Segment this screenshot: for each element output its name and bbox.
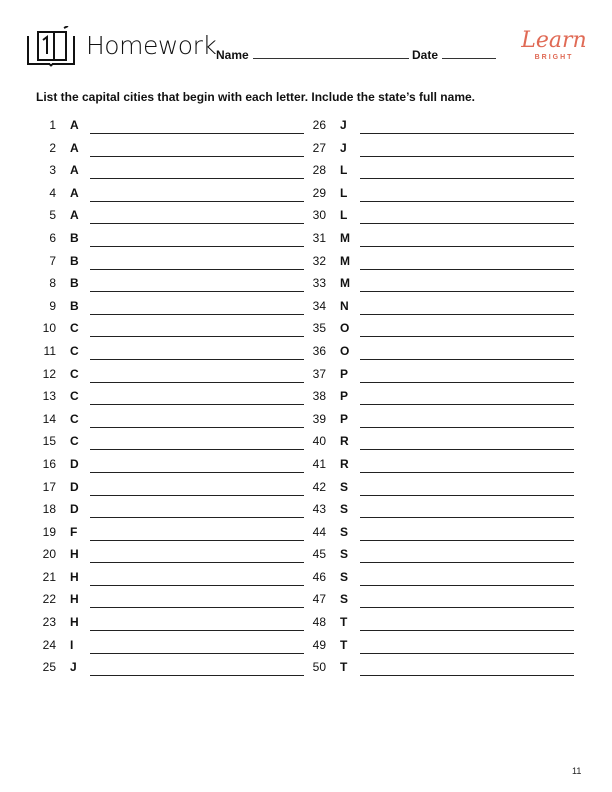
answer-row [30, 139, 310, 162]
answer-line[interactable] [90, 246, 304, 247]
date-field [412, 46, 496, 62]
answer-line[interactable] [360, 630, 574, 631]
answer-line[interactable] [360, 269, 574, 270]
page-number: 11 [572, 766, 582, 776]
answer-row [30, 478, 310, 501]
item-number: 36 [312, 343, 326, 358]
answer-line[interactable] [90, 156, 304, 157]
item-number: 17 [42, 479, 56, 494]
answer-row [300, 590, 580, 613]
answer-row [300, 274, 580, 297]
item-letter: L [340, 185, 348, 200]
item-letter: B [70, 298, 79, 313]
answer-line[interactable] [360, 472, 574, 473]
item-number: 25 [42, 660, 56, 675]
item-letter: F [70, 524, 78, 539]
item-letter: P [340, 366, 349, 381]
name-field [216, 46, 409, 62]
item-letter: D [70, 456, 79, 471]
item-letter: L [340, 163, 348, 178]
item-letter: O [340, 343, 350, 358]
item-number: 33 [312, 276, 326, 291]
item-letter: A [70, 140, 79, 155]
item-letter: J [340, 118, 347, 132]
answer-line[interactable] [360, 653, 574, 654]
homework-title: Homework [86, 31, 217, 60]
answer-line[interactable] [360, 246, 574, 247]
answer-line[interactable] [90, 630, 304, 631]
item-number: 4 [49, 185, 56, 200]
answer-row [30, 274, 310, 297]
answer-row [300, 387, 580, 410]
item-number: 41 [312, 456, 326, 471]
answer-line[interactable] [360, 314, 574, 315]
answer-row [30, 658, 310, 681]
answer-row [30, 636, 310, 659]
item-number: 7 [49, 253, 56, 268]
answer-row [300, 161, 580, 184]
item-number: 11 [43, 343, 56, 358]
item-letter: I [70, 637, 74, 652]
answer-row [30, 229, 310, 252]
answer-line[interactable] [90, 427, 304, 428]
item-number: 50 [312, 660, 326, 675]
item-letter: C [70, 389, 79, 404]
answer-row [300, 365, 580, 388]
answer-row [30, 613, 310, 636]
answer-row [300, 500, 580, 523]
answer-line[interactable] [360, 201, 574, 202]
answer-row [30, 387, 310, 410]
answer-line[interactable] [90, 133, 304, 134]
item-number: 49 [312, 637, 326, 652]
answer-row [300, 319, 580, 342]
answer-row [30, 342, 310, 365]
answer-line[interactable] [90, 585, 304, 586]
answer-line[interactable] [90, 336, 304, 337]
answer-row [30, 432, 310, 455]
answer-row [300, 568, 580, 591]
item-letter: S [340, 592, 349, 607]
answer-line[interactable] [360, 495, 574, 496]
answer-row [300, 297, 580, 320]
logo-learn-text: Learn [521, 28, 587, 53]
answer-row [30, 116, 310, 139]
item-letter: H [70, 547, 79, 562]
item-number: 31 [312, 230, 326, 245]
item-number: 47 [312, 592, 326, 607]
answer-line[interactable] [90, 291, 304, 292]
answer-row [30, 297, 310, 320]
answer-row [30, 568, 310, 591]
answer-line[interactable] [90, 562, 304, 563]
answer-line[interactable] [90, 404, 304, 405]
item-number: 39 [312, 411, 326, 426]
item-letter: A [70, 118, 79, 132]
answer-row [300, 636, 580, 659]
name-input-line[interactable] [253, 46, 409, 59]
answer-row [300, 206, 580, 229]
answer-line[interactable] [360, 223, 574, 224]
answer-row [300, 432, 580, 455]
answer-line[interactable] [360, 133, 574, 134]
item-letter: S [340, 502, 349, 517]
answer-row [30, 410, 310, 433]
item-letter: C [70, 343, 79, 358]
answer-row [300, 229, 580, 252]
answer-line[interactable] [360, 607, 574, 608]
item-letter: B [70, 253, 79, 268]
item-letter: C [70, 321, 79, 336]
item-letter: S [340, 479, 349, 494]
item-number: 6 [49, 230, 56, 245]
item-number: 5 [49, 208, 56, 223]
answer-column-left [30, 116, 310, 681]
item-number: 34 [312, 298, 326, 313]
answer-row [30, 545, 310, 568]
item-number: 43 [312, 502, 326, 517]
item-number: 20 [42, 547, 56, 562]
item-letter: H [70, 569, 79, 584]
answer-line[interactable] [360, 540, 574, 541]
item-letter: L [340, 208, 348, 223]
item-letter: A [70, 208, 79, 223]
item-number: 32 [312, 253, 326, 268]
answer-row [300, 478, 580, 501]
answer-line[interactable] [90, 675, 304, 676]
logo-bright-text: BRIGHT [534, 54, 574, 61]
answer-line[interactable] [90, 495, 304, 496]
answer-line[interactable] [360, 675, 574, 676]
name-label: Name [216, 48, 249, 62]
item-number: 19 [42, 524, 56, 539]
answer-row [300, 523, 580, 546]
item-letter: P [340, 411, 349, 426]
answer-row [30, 590, 310, 613]
answer-row [30, 319, 310, 342]
item-number: 8 [49, 276, 56, 291]
worksheet-header [0, 0, 612, 80]
answer-line[interactable] [360, 336, 574, 337]
item-number: 37 [312, 366, 326, 381]
item-letter: T [340, 637, 348, 652]
item-number: 45 [312, 547, 326, 562]
item-number: 42 [312, 479, 326, 494]
answer-line[interactable] [90, 178, 304, 179]
item-letter: R [340, 434, 349, 449]
answer-line[interactable] [90, 607, 304, 608]
answer-line[interactable] [360, 359, 574, 360]
item-number: 1 [49, 118, 56, 132]
item-letter: N [340, 298, 349, 313]
instructions: List the capital cities that begin with each letter. Include the state’s full name. [36, 90, 475, 104]
item-letter: B [70, 276, 79, 291]
answer-line[interactable] [90, 472, 304, 473]
item-number: 35 [312, 321, 326, 336]
answer-row [30, 455, 310, 478]
item-letter: R [340, 456, 349, 471]
item-number: 29 [312, 185, 326, 200]
item-letter: M [340, 276, 350, 291]
item-letter: D [70, 502, 79, 517]
answer-row [30, 184, 310, 207]
item-letter: M [340, 230, 350, 245]
item-number: 26 [312, 118, 326, 132]
item-letter: H [70, 592, 79, 607]
item-letter: C [70, 411, 79, 426]
answer-row [300, 342, 580, 365]
answer-row [30, 365, 310, 388]
answer-line[interactable] [360, 156, 574, 157]
answer-line[interactable] [90, 314, 304, 315]
item-number: 40 [312, 434, 326, 449]
item-number: 27 [312, 140, 326, 155]
item-number: 46 [312, 569, 326, 584]
answer-line[interactable] [90, 359, 304, 360]
learn-bright-logo [518, 28, 590, 70]
item-number: 9 [49, 298, 56, 313]
answer-line[interactable] [90, 382, 304, 383]
item-letter: A [70, 185, 79, 200]
item-letter: T [340, 615, 348, 630]
answer-line[interactable] [90, 653, 304, 654]
item-letter: J [70, 660, 77, 675]
item-letter: S [340, 524, 349, 539]
answer-column-right [300, 116, 580, 681]
answer-row [30, 252, 310, 275]
item-number: 22 [42, 592, 56, 607]
answer-line[interactable] [360, 449, 574, 450]
answer-row [300, 252, 580, 275]
item-letter: J [340, 140, 347, 155]
item-letter: C [70, 434, 79, 449]
item-letter: P [340, 389, 349, 404]
item-number: 38 [312, 389, 326, 404]
item-letter: S [340, 547, 349, 562]
item-number: 13 [42, 389, 56, 404]
item-number: 14 [42, 411, 56, 426]
answer-line[interactable] [90, 201, 304, 202]
answer-line[interactable] [360, 178, 574, 179]
item-number: 12 [42, 366, 56, 381]
answer-row [300, 139, 580, 162]
item-letter: B [70, 230, 79, 245]
answer-row [300, 116, 580, 139]
answer-row [30, 523, 310, 546]
answer-row [300, 455, 580, 478]
answer-line[interactable] [360, 404, 574, 405]
answer-line[interactable] [90, 223, 304, 224]
item-number: 21 [42, 569, 56, 584]
item-number: 18 [42, 502, 56, 517]
item-number: 44 [312, 524, 326, 539]
item-letter: T [340, 660, 348, 675]
item-letter: C [70, 366, 79, 381]
answer-row [300, 410, 580, 433]
answer-line[interactable] [90, 517, 304, 518]
item-number: 15 [42, 434, 56, 449]
answer-row [300, 658, 580, 681]
answer-line[interactable] [90, 449, 304, 450]
item-number: 23 [42, 615, 56, 630]
answer-row [30, 206, 310, 229]
answer-line[interactable] [90, 269, 304, 270]
item-number: 48 [312, 615, 326, 630]
date-input-line[interactable] [442, 46, 496, 59]
item-letter: H [70, 615, 79, 630]
answer-row [300, 184, 580, 207]
answer-line[interactable] [360, 291, 574, 292]
answer-row [30, 500, 310, 523]
item-letter: O [340, 321, 350, 336]
item-letter: A [70, 163, 79, 178]
answer-row [300, 545, 580, 568]
item-number: 30 [312, 208, 326, 223]
item-letter: M [340, 253, 350, 268]
answer-line[interactable] [360, 562, 574, 563]
date-label: Date [412, 48, 439, 62]
item-number: 24 [42, 637, 56, 652]
open-book-icon [26, 26, 76, 68]
answer-line[interactable] [90, 540, 304, 541]
item-letter: S [340, 569, 349, 584]
answer-line[interactable] [360, 517, 574, 518]
item-number: 2 [49, 140, 56, 155]
item-number: 10 [42, 321, 56, 336]
item-number: 3 [49, 163, 56, 178]
answer-line[interactable] [360, 427, 574, 428]
answer-row [30, 161, 310, 184]
answer-line[interactable] [360, 382, 574, 383]
item-number: 16 [42, 456, 56, 471]
answer-line[interactable] [360, 585, 574, 586]
answer-row [300, 613, 580, 636]
item-number: 28 [312, 163, 326, 178]
item-letter: D [70, 479, 79, 494]
